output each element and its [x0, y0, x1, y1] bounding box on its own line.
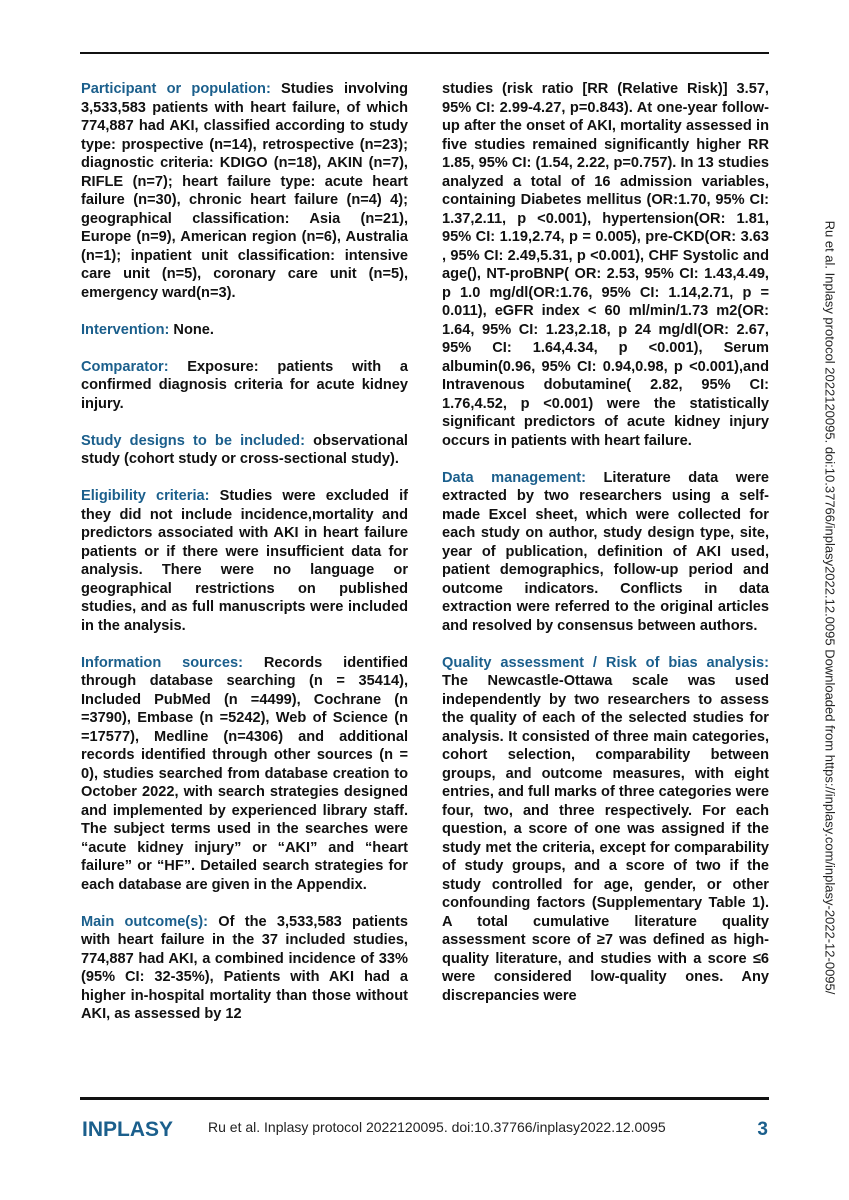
section-study-designs [81, 432, 408, 469]
right-column [442, 80, 769, 1024]
section-body: Of the 3,533,583 patients with heart failure in the 37 included studies, 774,887 had AKI, a combined incidence of 33%(95% CI: 32-35%), Patients with AKI had a higher in-hospital mortality than those without AKI, as assessed by 12 [81, 913, 408, 1022]
footer-citation: Ru et al. Inplasy protocol 2022120095. doi:10.37766/inplasy2022.12.0095 [208, 1119, 666, 1135]
section-body: observational study (cohort study or cross-sectional study). [81, 432, 408, 467]
section-body: studies (risk ratio [RR (Relative Risk)] 3.57, 95% CI: 2.99-4.27, p=0.843). At one-year follow-up after the onset of AKI, mortality assessed in five studies remained significantly higher RR 1.85, 95% CI: (1.54, 2.22, p=0.757). In 13 studies analyzed a total of 16 admission variables, containing Diabetes mellitus (OR:1.70, 95% CI: 1.37,2.11, p <0.001), hypertension(OR: 1.81, 95% CI: 1.19,2.74, p = 0.005), pre-CKD(OR: 3.63 , 95% CI: 2.49,5.31, p <0.001), CHF Systolic and age(), NT-proBNP( OR: 2.53, 95% CI: 1.43,4.49, p 1.0 mg/dl(OR:1.76, 95% CI: 1.14,2.71, p = 0.011), eGFR index < 60 ml/min/1.73 m2(OR: 1.64, 95% CI: 1.23,2.18, p 24 mg/dl(OR: 2.67, 95% CI: 1.64,4.34, p <0.001), Serum albumin(0.96, 95% CI: 0.94,0.98, p <0.001),and Intravenous dobutamine( 2.82, 95% CI: 1.76,4.52, p <0.001) were the statistically significant predictors of acute kidney injury occurs in patients with heart failure. [442, 81, 769, 449]
section-heading: Participant or population: [81, 81, 271, 97]
section-heading: Comparator: [81, 358, 169, 375]
section-heading: Data management: [442, 469, 586, 486]
section-body: Studies were excluded if they did not include incidence,mortality and predictors associated with AKI in heart failure patients or if there were insufficient data for analysis. There were no language or geographical restrictions on published studies, and as full manuscripts were included in the analysis. [81, 488, 408, 634]
section-heading: Quality assessment / Risk of bias analysis: [442, 654, 769, 671]
download-watermark: Ru et al. Inplasy protocol 2022120095. doi:10.37766/inplasy2022.12.0095 Downloaded from https://inplasy.com/inplasy-2022-12-0095/ [822, 220, 838, 995]
section-participants [81, 80, 408, 302]
section-information-sources [81, 654, 408, 895]
section-heading: Study designs to be included: [81, 432, 305, 449]
section-body: Literature data were extracted by two researchers using a self-made Excel sheet, which were collected for each study on author, study design type, site, year of publication, definition of AKI used, patient demographics, follow-up period and outcome indicators. Conflicts in data extraction were referred to the original articles and resolved by consensus between authors. [442, 469, 769, 634]
section-body: Records identified through database searching (n = 35414), Included PubMed (n =4499), Cochrane (n =3790), Embase (n =5242), Web of Science (n =17577), Medline (n=4306) and additional records identified through other sources (n = 0), studies searched from database creation to October 2022, with search strategies designed and implemented by experienced library staff. The subject terms used in the searches were “acute kidney injury” or “AKI” and “heart failure” or “HF”. Detailed search strategies for each database are given in the Appendix. [81, 654, 408, 893]
section-main-outcomes [81, 913, 408, 1024]
section-heading: Information sources: [81, 654, 243, 671]
section-data-management [442, 469, 769, 636]
header-rule [80, 52, 769, 54]
section-heading: Intervention: [81, 321, 170, 338]
page-number: 3 [757, 1119, 768, 1140]
footer-brand-logo: INPLASY [82, 1118, 174, 1141]
section-eligibility [81, 487, 408, 635]
section-body: None. [169, 321, 214, 338]
section-quality-assessment [442, 654, 769, 1006]
section-outcomes-continued [442, 80, 769, 450]
section-heading: Eligibility criteria: [81, 488, 210, 504]
section-comparator [81, 358, 408, 414]
section-intervention [81, 321, 408, 340]
footer-rule [80, 1097, 769, 1100]
section-heading: Main outcome(s): [81, 913, 209, 930]
section-body: Exposure: patients with a confirmed diagnosis criteria for acute kidney injury. [81, 358, 408, 412]
section-body: The Newcastle-Ottawa scale was used independently by two researchers to assess the quality of each of the selected studies for analysis. It consisted of three main categories, cohort selection, comparability between groups, and outcome measures, with eight entries, and full marks of three categories were four, two, and three respectively. For each question, a score of one was assigned if the study met the criteria, except for comparability of study groups, and a score of two if the study controlled for age, gender, or other confounding factors (Supplementary Table 1). A total cumulative literature quality assessment score of ≥7 was defined as high-quality literature, and studies with a score ≤6 were considered low-quality ones. Any discrepancies were [442, 673, 769, 1004]
left-column [81, 80, 408, 1042]
section-body: Studies involving 3,533,583 patients with heart failure, of which 774,887 had AKI, classified according to study type: prospective (n=14), retrospective (n=23); diagnostic criteria: KDIGO (n=18), AKIN (n=7), RIFLE (n=7); heart failure type: acute heart failure (n=30), chronic heart failure (n=4) 4); geographical classification: Asia (n=21), Europe (n=9), American region (n=6), Australia (n=1); inpatient unit classification: intensive care unit (n=5), coronary care unit (n=5), emergency ward(n=3). [81, 81, 408, 301]
